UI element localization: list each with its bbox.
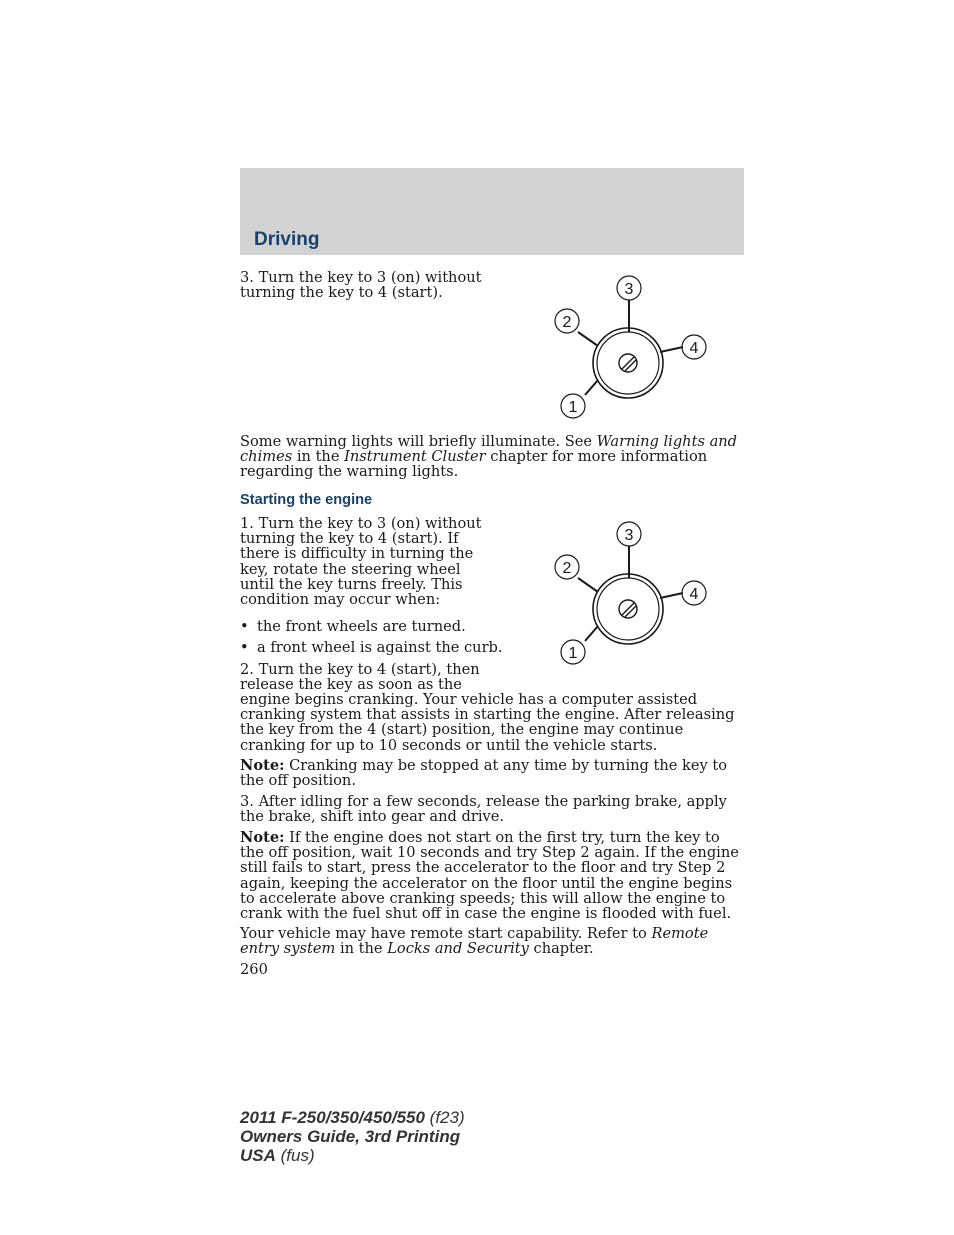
position-label-2: 2 <box>562 314 572 331</box>
page-number: 260 <box>240 961 268 978</box>
xref-warning-lights: Warning lights and chimes <box>240 433 738 466</box>
position-label-3: 3 <box>624 527 634 544</box>
section-heading: Starting the engine <box>240 492 373 508</box>
list-item: • the front wheels are turned. <box>240 618 466 635</box>
remote-start-paragraph: Your vehicle may have remote start capability. Refer to Remote entry system in the Locks and Security chapter. <box>240 925 709 958</box>
document-footer: 2011 F-250/350/450/550 (f23) Owners Guide, 3rd Printing USA (fus) <box>240 1108 465 1165</box>
chapter-title: Driving <box>254 229 320 250</box>
position-label-4: 4 <box>689 586 699 603</box>
position-label-3: 3 <box>624 281 634 298</box>
xref-locks-security: Locks and Security <box>387 940 529 958</box>
step-3-text: 3. Turn the key to 3 (on) without turning the key to 4 (start). <box>240 269 482 302</box>
ignition-diagram-2 <box>540 516 720 671</box>
starting-step-3: 3. After idling for a few seconds, release the parking brake, apply the brake, shift into gear and drive. <box>240 793 727 826</box>
xref-instrument-cluster: Instrument Cluster <box>344 448 486 466</box>
xref-remote-entry: Remote entry system <box>240 925 709 958</box>
list-item: • a front wheel is against the curb. <box>240 639 503 656</box>
note-flooded: Note: If the engine does not start on the first try, turn the key to the off position, wait 10 seconds and try Step 2 again. If the engine still fails to start, press the accelerator to the floor and try Step 2 again, keeping the accelerator on the floor until the engine begins to accelerate above cranking speeds; this will allow the engine to crank with the fuel shut off in case the engine is flooded with fuel. <box>240 829 739 923</box>
position-label-2: 2 <box>562 560 572 577</box>
chapter-header-band <box>240 168 744 255</box>
starting-step-1: 1. Turn the key to 3 (on) without turning the key to 4 (start). If there is difficulty in turning the key, rotate the steering wheel until the key turns freely. This condition may occur when: <box>240 515 482 609</box>
warning-lights-paragraph: Some warning lights will briefly illuminate. See Warning lights and chimes in the Instrument Cluster chapter for more information regarding the warning lights. <box>240 433 738 481</box>
position-label-1: 1 <box>568 645 578 662</box>
ignition-diagram-1 <box>540 270 720 425</box>
starting-step-2a: 2. Turn the key to 4 (start), then release the key as soon as the <box>240 661 480 694</box>
starting-step-2b: engine begins cranking. Your vehicle has a computer assisted cranking system that assists in starting the engine. After releasing the key from the 4 (start) position, the engine may continue cranking for up to 10 seconds or until the vehicle starts. <box>240 691 735 754</box>
note-cranking: Note: Cranking may be stopped at any time by turning the key to the off position. <box>240 757 728 790</box>
position-label-1: 1 <box>568 399 578 416</box>
position-label-4: 4 <box>689 340 699 357</box>
